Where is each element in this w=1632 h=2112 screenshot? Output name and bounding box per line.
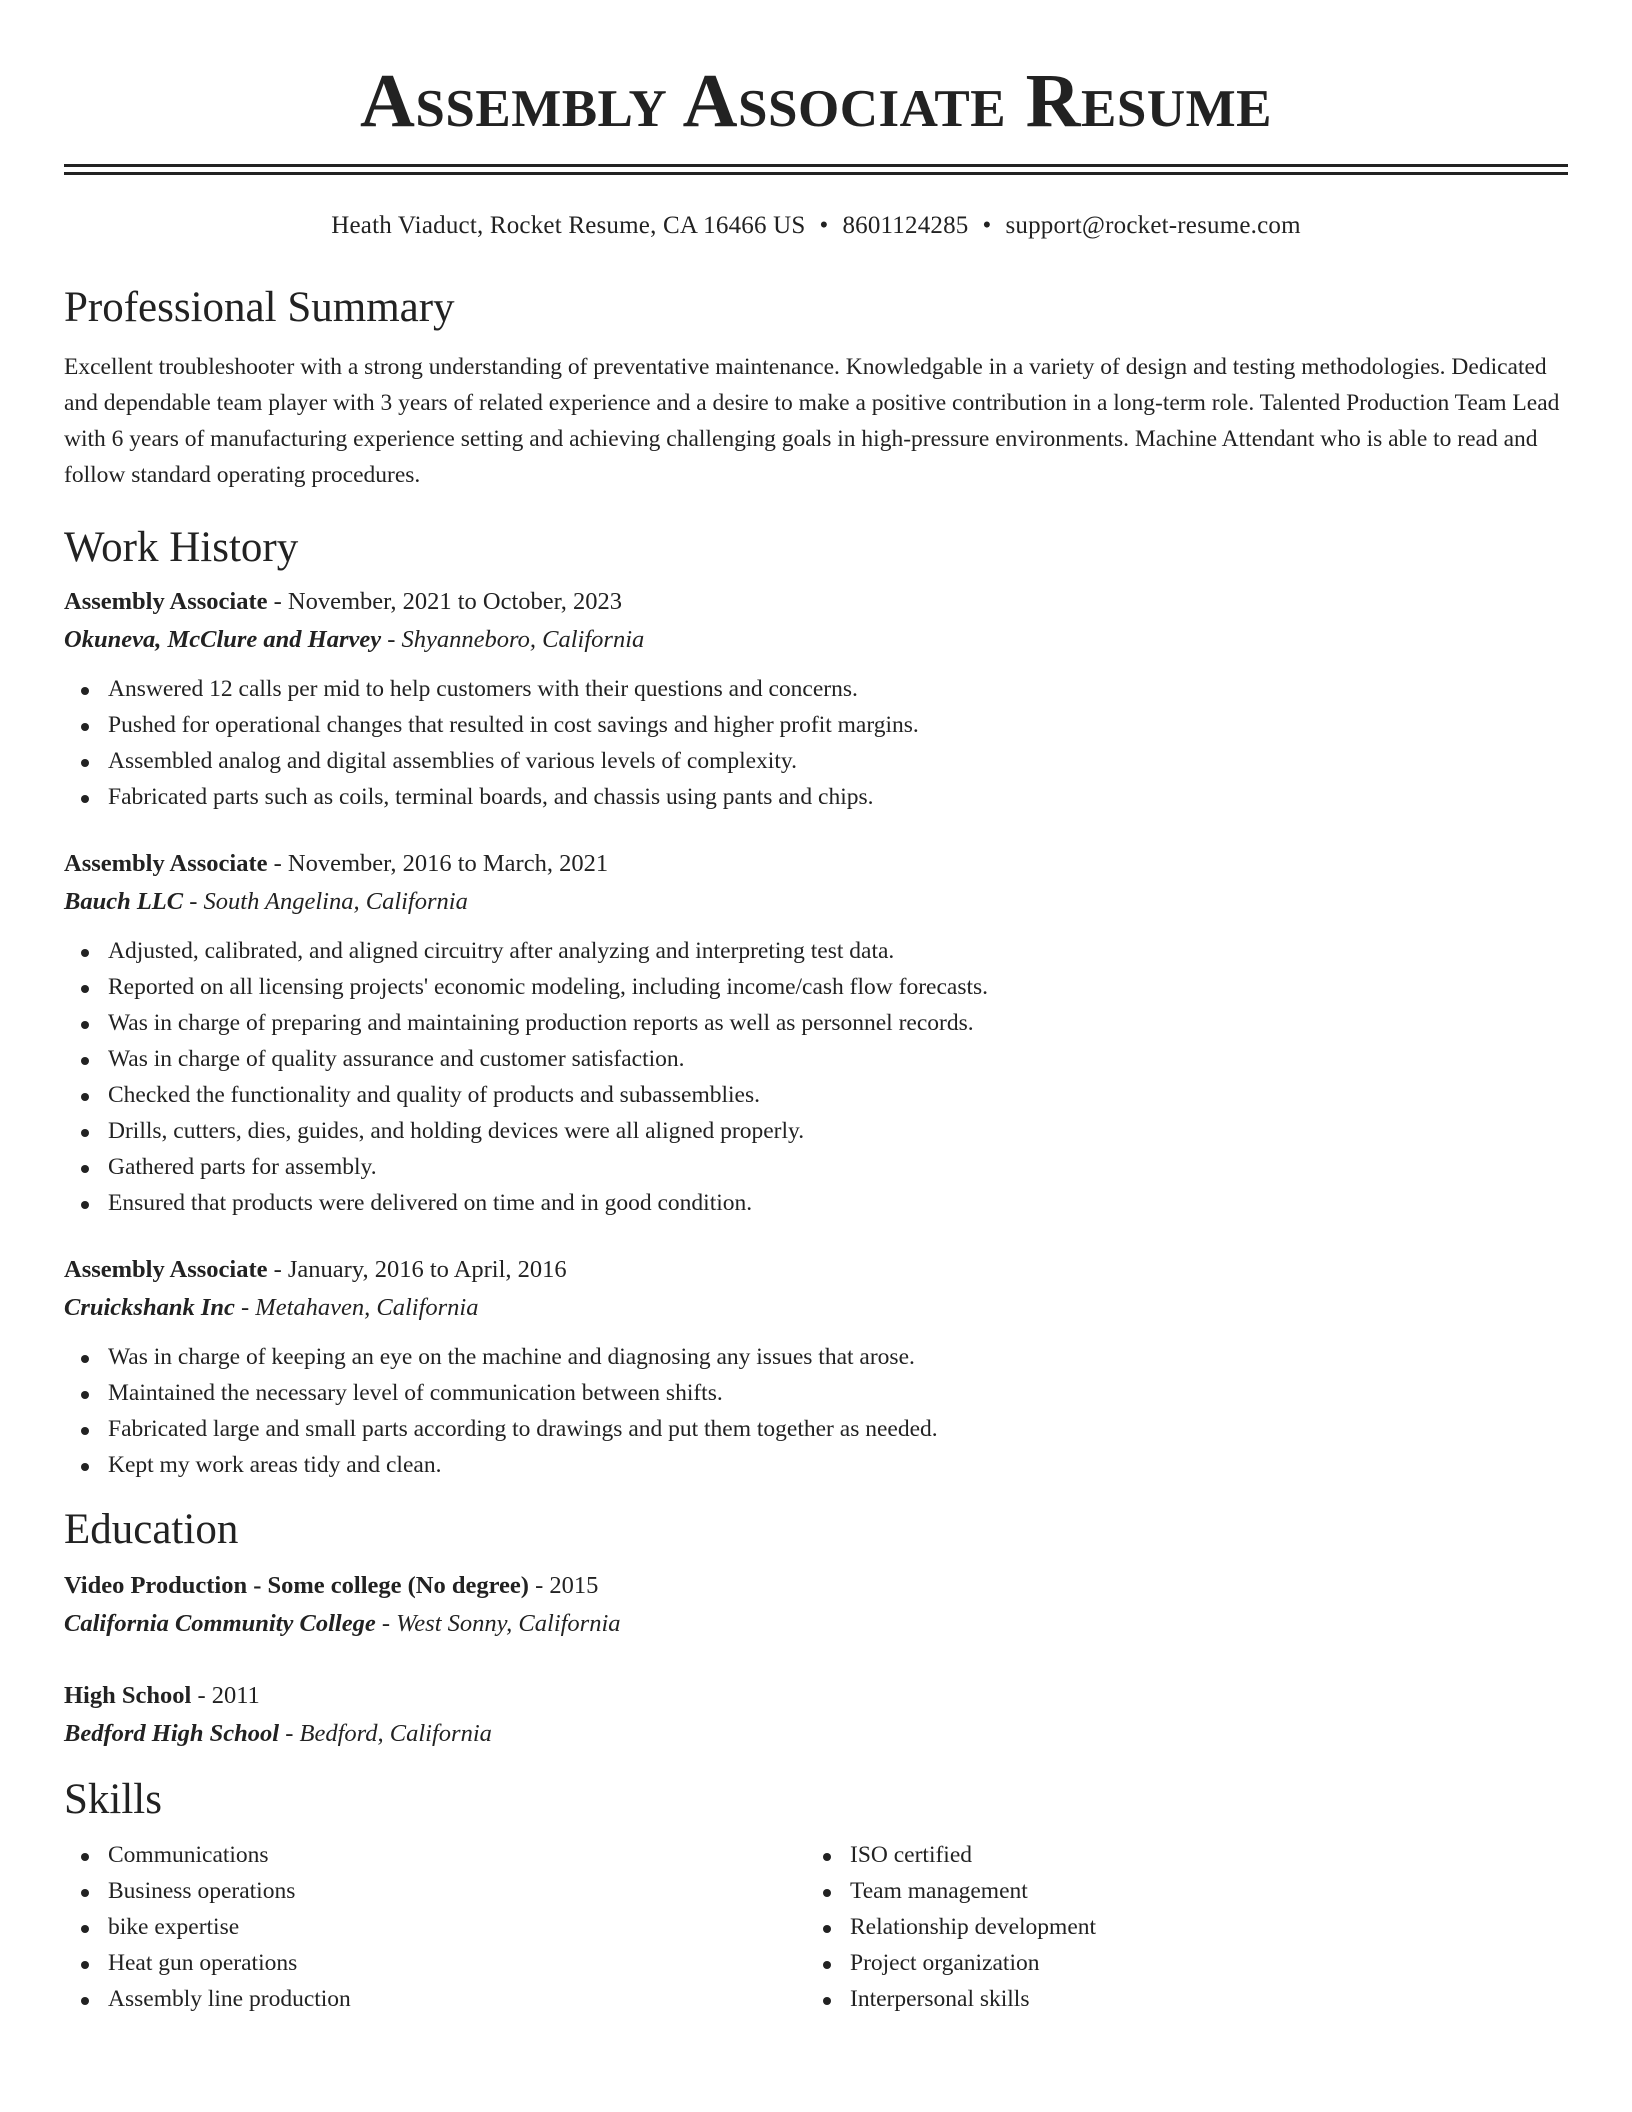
job-bullet: Fabricated large and small parts according to drawings and put them together as needed.	[64, 1411, 1568, 1447]
skills-column-left	[64, 1837, 806, 2017]
job-role: Assembly Associate	[64, 588, 268, 615]
job-title-line	[64, 845, 1568, 883]
section-heading-summary: Professional Summary	[64, 284, 455, 331]
section-heading-work-history: Work History	[64, 524, 299, 571]
job-role: Assembly Associate	[64, 1256, 268, 1283]
summary-text: Excellent troubleshooter with a strong understanding of preventative maintenance. Knowledgable in a variety of design and testing methodologies. Dedicated and dependable team player with 3 years of related experience and a desire to make a positive contribution in a long-term role. Talented Production Team Lead with 6 years of manufacturing experience setting and achieving challenging goals in high-pressure environments. Machine Attendant who is able to read and follow standard operating procedures.	[64, 354, 1560, 488]
education-entry	[64, 1567, 1568, 1643]
job-bullet: Gathered parts for assembly.	[64, 1149, 1568, 1185]
education-location: - West Sonny, California	[375, 1610, 621, 1637]
job-dates: - November, 2021 to October, 2023	[267, 588, 623, 615]
section-heading-education: Education	[64, 1506, 239, 1553]
job-dates: - November, 2016 to March, 2021	[267, 850, 609, 877]
job-company-line	[64, 621, 1568, 659]
job-bullet-list	[64, 1339, 1568, 1483]
skill-item: Relationship development	[806, 1909, 1548, 1945]
job-bullet: Drills, cutters, dies, guides, and holding devices were all aligned properly.	[64, 1113, 1568, 1149]
job-title-line	[64, 1251, 1568, 1289]
job-bullet: Kept my work areas tidy and clean.	[64, 1447, 1568, 1483]
skills-list	[64, 1837, 806, 2017]
job-entry	[64, 1251, 1568, 1483]
section-heading-skills: Skills	[64, 1776, 162, 1823]
skill-item: Team management	[806, 1873, 1548, 1909]
skill-item: Communications	[64, 1837, 806, 1873]
job-bullet: Ensured that products were delivered on time and in good condition.	[64, 1185, 1568, 1221]
education-school-line	[64, 1715, 1568, 1753]
contact-email: support@rocket-resume.com	[1005, 212, 1301, 239]
job-bullet: Adjusted, calibrated, and aligned circuitry after analyzing and interpreting test data.	[64, 933, 1568, 969]
job-bullet: Was in charge of preparing and maintaining production reports as well as personnel records.	[64, 1005, 1568, 1041]
skill-item: ISO certified	[806, 1837, 1548, 1873]
job-bullet-list	[64, 671, 1568, 815]
education-degree-line	[64, 1677, 1568, 1715]
job-bullet: Pushed for operational changes that resulted in cost savings and higher profit margins.	[64, 707, 1568, 743]
education-year: - 2015	[528, 1572, 599, 1599]
job-bullet: Answered 12 calls per mid to help customers with their questions and concerns.	[64, 671, 1568, 707]
education-degree-line	[64, 1567, 1568, 1605]
job-location: - Shyanneboro, California	[381, 626, 645, 653]
education-school: Bedford High School	[64, 1720, 280, 1747]
job-role: Assembly Associate	[64, 850, 268, 877]
job-entry	[64, 583, 1568, 815]
job-location: - South Angelina, California	[183, 888, 468, 915]
skill-item: bike expertise	[64, 1909, 806, 1945]
education-year: - 2011	[191, 1682, 260, 1709]
education-location: - Bedford, California	[279, 1720, 492, 1747]
job-entry	[64, 845, 1568, 1221]
education-entry	[64, 1677, 1568, 1753]
job-company-line	[64, 1289, 1568, 1327]
job-bullet: Was in charge of quality assurance and customer satisfaction.	[64, 1041, 1568, 1077]
contact-separator: •	[819, 212, 829, 239]
skills-columns	[64, 1837, 1568, 2017]
job-company: Okuneva, McClure and Harvey	[64, 626, 382, 653]
job-bullet: Checked the functionality and quality of products and subassemblies.	[64, 1077, 1568, 1113]
job-bullet-list	[64, 933, 1568, 1221]
job-company: Cruickshank Inc	[64, 1294, 235, 1321]
job-bullet: Maintained the necessary level of communication between shifts.	[64, 1375, 1568, 1411]
job-bullet: Reported on all licensing projects' economic modeling, including income/cash flow forecasts.	[64, 969, 1568, 1005]
job-dates: - January, 2016 to April, 2016	[267, 1256, 567, 1283]
contact-separator: •	[982, 212, 992, 239]
title-double-rule	[64, 164, 1568, 175]
education-degree: High School	[64, 1682, 192, 1709]
job-bullet: Assembled analog and digital assemblies of various levels of complexity.	[64, 743, 1568, 779]
contact-line	[64, 211, 1568, 241]
job-company-line	[64, 883, 1568, 921]
contact-address: Heath Viaduct, Rocket Resume, CA 16466 US	[331, 212, 806, 239]
skill-item: Project organization	[806, 1945, 1548, 1981]
job-location: - Metahaven, California	[234, 1294, 479, 1321]
skills-list	[806, 1837, 1548, 2017]
job-bullet: Fabricated parts such as coils, terminal boards, and chassis using pants and chips.	[64, 779, 1568, 815]
skill-item: Assembly line production	[64, 1981, 806, 2017]
skill-item: Business operations	[64, 1873, 806, 1909]
contact-phone: 8601124285	[842, 212, 969, 239]
skill-item: Heat gun operations	[64, 1945, 806, 1981]
education-school-line	[64, 1605, 1568, 1643]
skill-item: Interpersonal skills	[806, 1981, 1548, 2017]
education-school: California Community College	[64, 1610, 376, 1637]
skills-column-right	[806, 1837, 1548, 2017]
job-company: Bauch LLC	[64, 888, 184, 915]
resume-title: Assembly Associate Resume	[360, 59, 1272, 143]
job-title-line	[64, 583, 1568, 621]
resume-page	[64, 0, 1568, 2017]
job-bullet: Was in charge of keeping an eye on the machine and diagnosing any issues that arose.	[64, 1339, 1568, 1375]
education-degree: Video Production - Some college (No degree)	[64, 1572, 529, 1599]
